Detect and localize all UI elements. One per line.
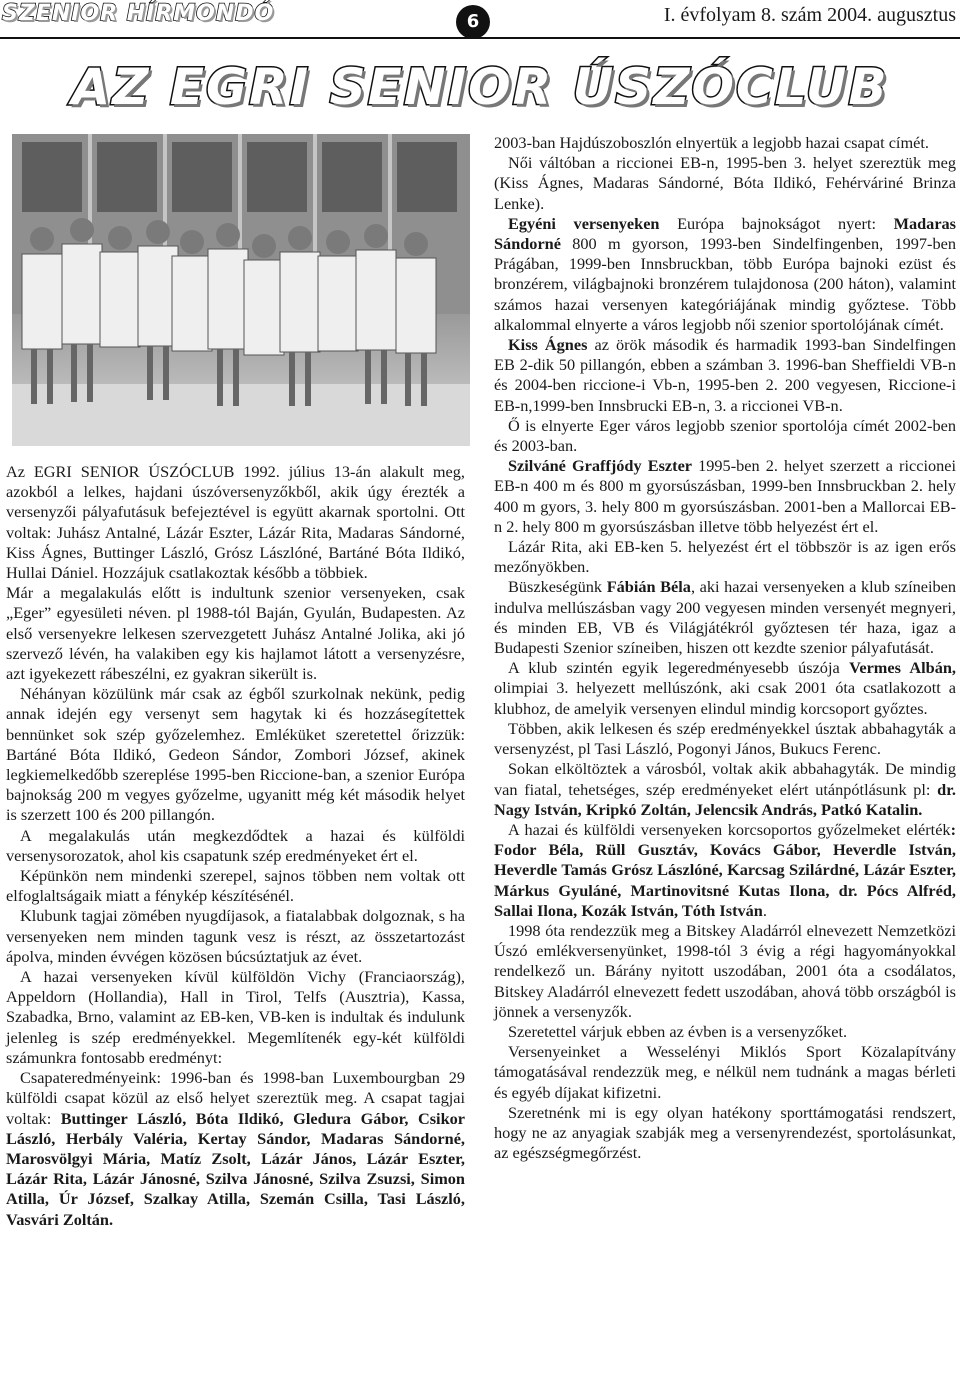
paragraph: A hazai versenyeken kívül külföldön Vichy (Franciaország), Appeldorn (Hollandia), Hall in Tirol, Telfs (Ausztria), Kassa, Szabadka, Brno, valamint az EB-ken, VB-ken is indultak és indulunk jelenleg is szép eredményekkel. Megemlítenék egy-két külföldi számunkra fontosabb eredményt:: [6, 967, 465, 1067]
page-number-badge: 6: [456, 5, 490, 39]
paragraph: Versenyeinket a Wesselényi Miklós Sport Közalapítvány támogatásával rendezzük meg, e nélkül nem tudnánk a magas bérleti és egyéb díjakat kifizetni.: [494, 1042, 956, 1102]
paragraph: Ő is elnyerte Eger város legjobb szenior sportolója címét 2002-ben és 2003-ban.: [494, 415, 956, 456]
issue-info: I. évfolyam 8. szám 2004. augusztus: [663, 4, 956, 26]
paragraph: [494, 214, 956, 335]
paragraph: [494, 759, 956, 820]
paragraph: Szeretnénk mi is egy olyan hatékony sporttámogatási rendszert, hogy ne az anyagiak szabják meg a versenyrendezést, sportolásunkat, az egészségmegőrzést.: [494, 1102, 956, 1163]
paragraph-text: , aki hazai versenyeken a klub színeiben indulva mellúszásban vagy 200 vegyesen minden versenyét megnyeri, és minden EB, VB és Világjátékról győztesen tér haza, igaz a Budapesti Szenior színeiben, hiszen ott kezdte szenior pályafutását.: [494, 577, 957, 658]
paragraph: Többen, akik lelkesen és szép eredményekkel úsztak abbahagyták a versenyzést, pl Tasi László, Pogonyi János, Bukucs Ferenc.: [494, 718, 956, 759]
paragraph: Lázár Rita, aki EB-ken 5. helyezést ért el többször is az igen erős mezőnyökben.: [494, 537, 956, 577]
paragraph: [494, 577, 956, 658]
right-column: [494, 133, 956, 1163]
group-photo: [12, 134, 470, 446]
paragraph: Már a megalakulás előtt is indultunk szenior versenyeken, csak „Eger” egyesületi néven. pl 1988-tól Baján, Gyulán, Budapesten. Az első versenyekre lelkesen szervezgetett Juhász Antalné Jolika, aki jó szervező lévén, ha valakiben egy kis hajlamot látott a versenyzésre, azt igyekezett rábeszélni, ez gyakran sikerült is.: [6, 583, 465, 684]
paragraph-text: Európa bajnokságot nyert:: [659, 213, 894, 233]
swimmer-name: Fábián Béla: [606, 577, 691, 597]
swimmer-name: Kiss Ágnes: [508, 335, 588, 355]
paragraph: [6, 1068, 465, 1230]
paragraph-text: Büszkeségünk: [508, 577, 607, 597]
group-photo-image: [12, 134, 470, 446]
paragraph: [494, 820, 956, 921]
swimmer-name: Szilváné Graffjódy Eszter: [508, 456, 693, 476]
winners-names: : Fodor Béla, Rüll Gusztáv, Kovács Gábor, Heverdle István, Heverdle Tamás Grósz Lászlóné, Karcsag Szilárdné, Lázár Eszter, Márkus Gyuláné, Martinovitsné Kutas Ilona, dr. Pócs Alfréd, Sallai Ilona, Kozák István, Tóth István: [494, 819, 956, 920]
paragraph: Néhányan közülünk már csak az égből szurkolnak nekünk, pedig annak idején egy versenyt sem hagytak ki és hozzásegítettek bennünket sok szép győzelemhez. Emléküket szeretettel őrizzük: Bartáné Bóta Ildikó, Gedeon Sándor, Zombori József, akinek legkiemelkedőbb szereplése 1995-ben Riccione-ban, a szenior Európa bajnokság 200 m vegyes győzelme, ugyanitt még két második helyet is szerzett 100 és 200 pillangón.: [6, 684, 465, 825]
paragraph: 2003-ban Hajdúszoboszlón elnyertük a legjobb hazai csapat címét.: [494, 133, 929, 152]
paragraph-text: Sokan elköltöztek a városból, voltak akik abbahagyták. De mindig van fiatal, tehetséges, szép eredményeket elért utánpótlásunk pl:: [494, 759, 956, 799]
paragraph-text: Csapateredményeink: 1996-ban és 1998-ban Luxembourgban 29 külföldi csapat közül az első helyet szereztük meg. A csapat tagjai voltak:: [6, 1068, 465, 1128]
paragraph: Női váltóban a riccionei EB-n, 1995-ben 3. helyet szereztük meg (Kiss Ágnes, Madaras Sándorné, Bóta Ildikó, Fehérváriné Brinza Lenke).: [494, 153, 956, 213]
paragraph: Az EGRI SENIOR ÚSZÓCLUB 1992. július 13-án alakult meg, azokból a lelkes, hajdani úszóversenyzőkből, akik úgy érezték a versenyzői pályafutásuk befejeztével is együtt akarnak sportolni. Ott voltak: Juhász Antalné, Lázár Eszter, Lázár Rita, Madaras Sándorné, Kiss Ágnes, Buttinger László, Grósz Lászlóné, Bartáné Bóta Ildikó, Hullai Dániel. Hozzájuk csatlakoztak később a többiek.: [6, 462, 465, 583]
paragraph: [494, 456, 956, 537]
paragraph: Szeretettel várjuk ebben az évben is a versenyzőket.: [508, 1021, 848, 1041]
bold-phrase: Egyéni versenyeken: [508, 213, 660, 233]
paragraph: Képünkön nem mindenki szerepel, sajnos többen nem voltak ott elfoglaltságaik miatt a fénykép készítésénél.: [6, 866, 465, 906]
paragraph-text: A klub szintén egyik legeredményesebb úszója: [508, 658, 850, 678]
paragraph-text: 1995-ben 2. helyet szerzett a riccionei EB-n 400 m és 800 m gyorsúszásban, 1999-ben Innsbruckban 2. hely 400 m gyors, 3. hely 800 m gyorsúszásban. 2001-ben a Mallorcai EB-n 2. hely 800 m gyorsúszásban illetve több helyezést ért el.: [494, 456, 957, 536]
article-headline: AZ EGRI SENIOR ÚSZÓCLUB: [71, 58, 889, 116]
swimmer-name: Vermes Albán,: [849, 658, 956, 678]
left-column: [6, 462, 465, 1230]
newspaper-title: SZENIOR HÍRMONDÓ: [2, 1, 275, 26]
paragraph: [494, 335, 956, 416]
paragraph: Klubunk tagjai zömében nyugdíjasok, a fiatalabbak dolgoznak, s ha versenyeken nem minden tagunk vesz is részt, az összetartozást ápolva, minden évvégen közösen búcsúztatjuk az évet.: [6, 906, 465, 966]
masthead: [0, 0, 960, 38]
young-swimmers-names: dr. Nagy István, Kripkó Zoltán, Jelencsik András, Patkó Katalin.: [494, 779, 956, 819]
paragraph-text: .: [762, 900, 767, 920]
paragraph: [494, 658, 956, 719]
swimmer-name: Madaras Sándorné: [494, 213, 957, 254]
paragraph-text: 800 m gyorson, 1993-ben Sindelfingenben, 1997-ben Prágában, 1999-ben Innsbruckban, több Európa bajnoki ezüst és bronzérem, világbajnoki bronzérem tulajdonosa (200 háton), valamint számos hazai versenyen kategóriájának mindig győztese. Több alkalommal elnyerte a város legjobb női szenior sportolójának címét.: [494, 234, 956, 334]
header-rule: [0, 37, 960, 39]
paragraph-text: olimpiai 3. helyezett mellúszónk, aki csak 2001 óta csatlakozott a klubhoz, de amelyik versenyen elindul mindig korcsoport győztes.: [494, 678, 956, 718]
paragraph-text: A hazai és külföldi versenyeken korcsoportos győzelmeket elérték: [508, 819, 951, 839]
paragraph-text: az örök második és harmadik 1993-ban Sindelfingen EB 2-dik 50 pillangón, ebben a számban 3. 1996-ban Sheffieldi VB-n és 2004-ben riccione-i Vb-n, 1995-ben 2. 200 vegyesen, Riccione-i EB-n,1999-ben Innsbrucki EB-n, 3. a riccionei VB-n.: [494, 335, 957, 415]
team-member-names: Buttinger László, Bóta Ildikó, Gledura Gábor, Csikor László, Herbály Valéria, Kertay Sándor, Madaras Sándorné, Marosvölgyi Mária, Matíz Zsolt, Lázár János, Lázár Eszter, Lázár Rita, Lázár Jánosné, Szilva Jánosné, Szilva Zsuzsi, Simon Atilla, Úr József, Szalkay Atilla, Szemán Csilla, Tasi László, Vasvári Zoltán.: [6, 1108, 465, 1229]
paragraph: A megalakulás után megkezdődtek a hazai és külföldi versenysorozatok, ahol kis csapatunk szép eredményeket ért el.: [6, 825, 465, 865]
paragraph: 1998 óta rendezzük meg a Bitskey Aladárról elnevezett Nemzetközi Úszó emlékversenyünket, 1998-tól 3 évig a régi hagyományokkal rendelkező un. Bárány nyitott uszodában, 2001 óta a csodálatos, Bitskey Aladárról elnevezett fedett uszodában, ahová több országból is jönnek a versenyzők.: [494, 920, 956, 1021]
